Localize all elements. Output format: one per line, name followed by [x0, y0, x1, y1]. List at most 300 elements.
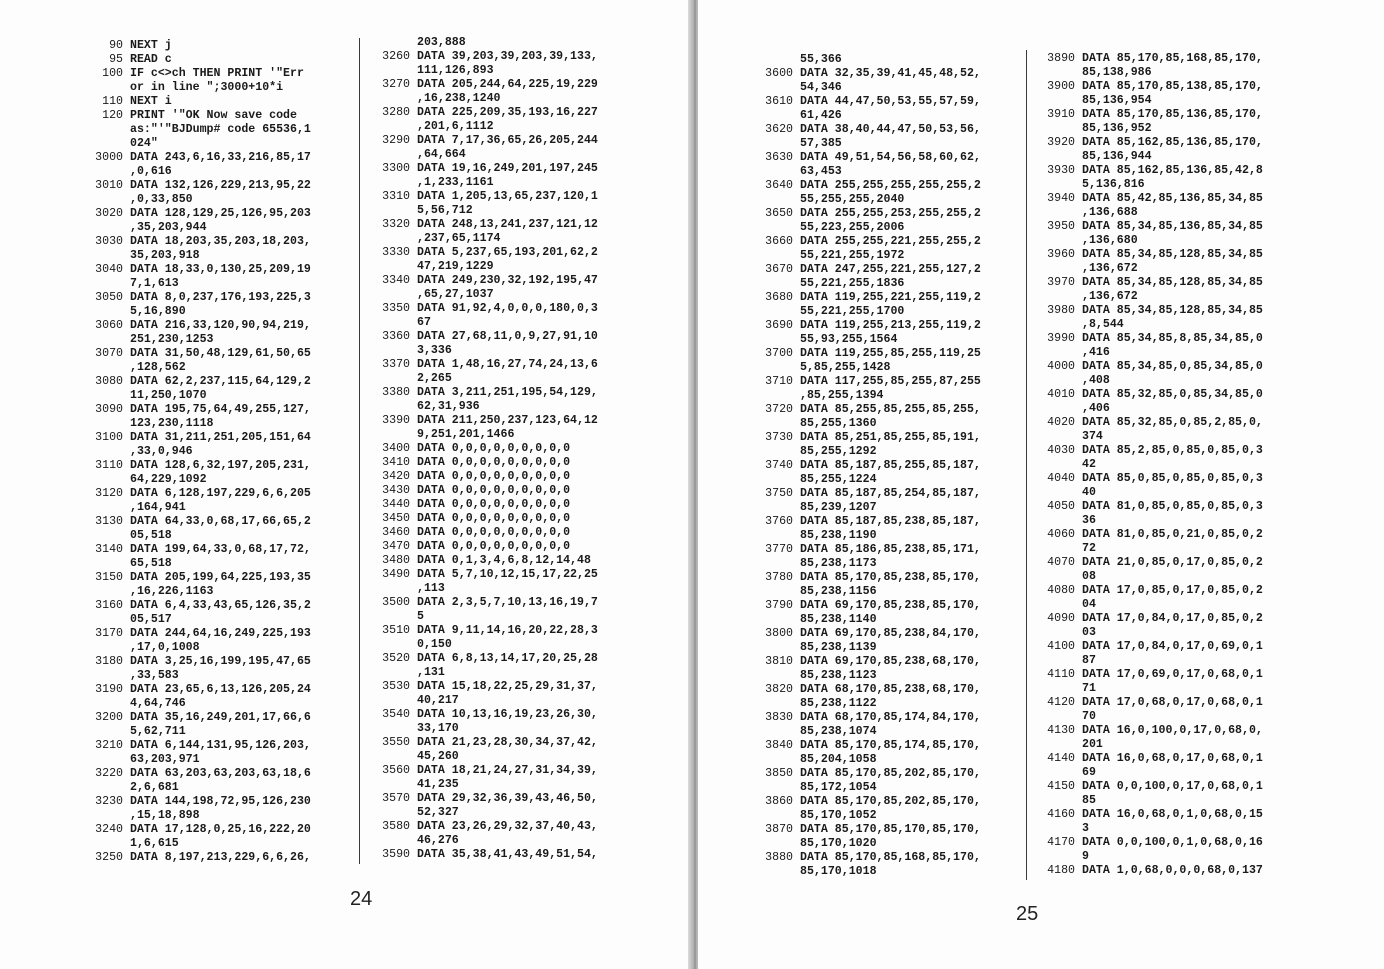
line-code: READ c	[130, 53, 172, 66]
line-number: 3560	[382, 764, 410, 777]
left-page	[0, 0, 690, 969]
line-code: DATA 119,255,221,255,119,2	[800, 291, 981, 304]
listing-line	[372, 638, 598, 652]
listing-line	[1037, 290, 1263, 304]
line-code: 55,221,255,1972	[800, 249, 905, 262]
listing-line	[748, 445, 981, 459]
line-number: 3830	[765, 711, 793, 724]
listing-line	[1037, 626, 1263, 640]
listing-line	[372, 554, 598, 568]
line-code: DATA 1,48,16,27,74,24,13,6	[417, 358, 598, 371]
line-code: 85,136,944	[1082, 150, 1152, 163]
line-number: 3520	[382, 652, 410, 665]
listing-line	[1037, 556, 1263, 570]
listing-line	[372, 218, 598, 232]
line-number: 3020	[95, 207, 123, 220]
line-code: DATA 64,33,0,68,17,66,65,2	[130, 515, 311, 528]
line-number: 4120	[1047, 696, 1075, 709]
listing-line	[1037, 570, 1263, 584]
line-code: 0,150	[417, 638, 452, 651]
line-code: 5	[417, 610, 424, 623]
line-code: DATA 248,13,241,237,121,12	[417, 218, 598, 231]
line-number: 3170	[95, 627, 123, 640]
line-number: 3460	[382, 526, 410, 539]
listing-line	[1037, 850, 1263, 864]
line-number: 4100	[1047, 640, 1075, 653]
listing-line	[748, 417, 981, 431]
listing-line	[80, 431, 311, 445]
listing-line	[1037, 780, 1263, 794]
listing-line	[372, 36, 598, 50]
line-code: 05,517	[130, 613, 172, 626]
listing-line	[372, 792, 598, 806]
listing-line	[372, 92, 598, 106]
listing-line	[372, 414, 598, 428]
line-number: 3690	[765, 319, 793, 332]
line-number: 3230	[95, 795, 123, 808]
line-code: 9	[1082, 850, 1089, 863]
listing-line	[372, 386, 598, 400]
line-code: DATA 0,0,100,0,1,0,68,0,16	[1082, 836, 1263, 849]
listing-line	[80, 781, 311, 795]
listing-line	[1037, 864, 1263, 878]
line-code: DATA 85,170,85,238,85,170,	[800, 571, 981, 584]
listing-line	[372, 344, 598, 358]
line-code: 85,138,986	[1082, 66, 1152, 79]
listing-line	[748, 235, 981, 249]
listing-line	[372, 694, 598, 708]
line-code: 2,265	[417, 372, 452, 385]
line-code: DATA 85,34,85,8,85,34,85,0	[1082, 332, 1263, 345]
listing-line	[1037, 822, 1263, 836]
listing-line	[1037, 206, 1263, 220]
listing-line	[372, 50, 598, 64]
listing-line	[748, 529, 981, 543]
line-code: DATA 85,34,85,136,85,34,85	[1082, 220, 1263, 233]
listing-line	[372, 288, 598, 302]
listing-line	[80, 277, 311, 291]
line-code: 9,251,201,1466	[417, 428, 515, 441]
line-code: DATA 8,0,237,176,193,225,3	[130, 291, 311, 304]
line-code: 47,219,1229	[417, 260, 494, 273]
listing-line	[372, 680, 598, 694]
line-code: DATA 85,162,85,136,85,170,	[1082, 136, 1263, 149]
line-code: 85,238,1190	[800, 529, 877, 542]
line-number: 3280	[382, 106, 410, 119]
line-number: 3140	[95, 543, 123, 556]
listing-line	[80, 361, 311, 375]
listing-line	[748, 837, 981, 851]
listing-line	[1037, 234, 1263, 248]
line-number: 4090	[1047, 612, 1075, 625]
line-number: 3260	[382, 50, 410, 63]
line-code: 251,230,1253	[130, 333, 214, 346]
line-code: 5,56,712	[417, 204, 473, 217]
line-number: 3780	[765, 571, 793, 584]
line-code: 41,235	[417, 778, 459, 791]
line-code: DATA 17,0,84,0,17,0,85,0,2	[1082, 612, 1263, 625]
line-code: DATA 32,35,39,41,45,48,52,	[800, 67, 981, 80]
line-number: 3530	[382, 680, 410, 693]
listing-line	[748, 571, 981, 585]
listing-line	[748, 543, 981, 557]
line-code: DATA 69,170,85,238,85,170,	[800, 599, 981, 612]
line-code: DATA 144,198,72,95,126,230	[130, 795, 311, 808]
listing-line	[1037, 696, 1263, 710]
line-number: 4060	[1047, 528, 1075, 541]
line-number: 3890	[1047, 52, 1075, 65]
line-number: 3630	[765, 151, 793, 164]
line-number: 3580	[382, 820, 410, 833]
listing-line	[80, 109, 311, 123]
line-number: 3180	[95, 655, 123, 668]
listing-line	[748, 361, 981, 375]
column-divider	[359, 38, 360, 864]
listing-line	[80, 725, 311, 739]
listing-line	[1037, 164, 1263, 178]
line-number: 4140	[1047, 752, 1075, 765]
line-number: 100	[102, 67, 123, 80]
listing-line	[80, 53, 311, 67]
line-number: 3670	[765, 263, 793, 276]
line-number: 4160	[1047, 808, 1075, 821]
line-number: 3730	[765, 431, 793, 444]
line-code: 374	[1082, 430, 1103, 443]
line-code: DATA 35,16,249,201,17,66,6	[130, 711, 311, 724]
line-number: 4000	[1047, 360, 1075, 373]
line-number: 3880	[765, 851, 793, 864]
line-number: 4170	[1047, 836, 1075, 849]
listing-line	[1037, 52, 1263, 66]
line-code: 85,255,1224	[800, 473, 877, 486]
listing-line	[748, 865, 981, 879]
listing-line	[748, 473, 981, 487]
line-code: or in line ";3000+10*i	[130, 81, 284, 94]
listing-line	[80, 95, 311, 109]
line-number: 4010	[1047, 388, 1075, 401]
listing-line	[372, 596, 598, 610]
line-code: ,85,255,1394	[800, 389, 884, 402]
line-number: 3720	[765, 403, 793, 416]
line-code: 201	[1082, 738, 1103, 751]
line-code: DATA 119,255,213,255,119,2	[800, 319, 981, 332]
line-number: 3970	[1047, 276, 1075, 289]
line-code: DATA 0,0,0,0,0,0,0,0,0	[417, 442, 571, 455]
line-number: 3270	[382, 78, 410, 91]
line-code: 2,6,681	[130, 781, 179, 794]
listing-line	[748, 585, 981, 599]
listing-line	[748, 95, 981, 109]
listing-line	[372, 610, 598, 624]
listing-line	[80, 179, 311, 193]
line-code: DATA 35,38,41,43,49,51,54,	[417, 848, 598, 861]
line-number: 3710	[765, 375, 793, 388]
line-number: 3650	[765, 207, 793, 220]
line-code: IF c<>ch THEN PRINT '"Err	[130, 67, 304, 80]
listing-line	[372, 456, 598, 470]
listing-line	[1037, 654, 1263, 668]
line-code: DATA 211,250,237,123,64,12	[417, 414, 598, 427]
line-code: DATA 5,237,65,193,201,62,2	[417, 246, 598, 259]
line-number: 4130	[1047, 724, 1075, 737]
listing-line	[748, 683, 981, 697]
listing-line	[80, 515, 311, 529]
line-code: 85,238,1156	[800, 585, 877, 598]
line-number: 3340	[382, 274, 410, 287]
listing-line	[748, 613, 981, 627]
line-code: DATA 68,170,85,174,84,170,	[800, 711, 981, 724]
listing-line	[372, 666, 598, 680]
line-code: 85,238,1122	[800, 697, 877, 710]
listing-line	[80, 81, 311, 95]
line-code: ,406	[1082, 402, 1110, 415]
line-number: 3430	[382, 484, 410, 497]
line-code: DATA 85,162,85,136,85,42,8	[1082, 164, 1263, 177]
listing-line	[372, 274, 598, 288]
listing-line	[372, 134, 598, 148]
line-code: DATA 10,13,16,19,23,26,30,	[417, 708, 598, 721]
line-code: 85	[1082, 794, 1096, 807]
line-code: 024"	[130, 137, 158, 150]
line-code: 45,260	[417, 750, 459, 763]
line-number: 3870	[765, 823, 793, 836]
line-code: ,237,65,1174	[417, 232, 501, 245]
line-code: DATA 1,0,68,0,0,0,68,0,137	[1082, 864, 1263, 877]
listing-line	[1037, 66, 1263, 80]
listing-line	[1037, 150, 1263, 164]
line-code: DATA 19,16,249,201,197,245	[417, 162, 598, 175]
listing-line	[80, 669, 311, 683]
listing-line	[80, 613, 311, 627]
line-number: 3040	[95, 263, 123, 276]
listing-line	[80, 711, 311, 725]
line-code: 4,64,746	[130, 697, 186, 710]
line-code: 04	[1082, 598, 1096, 611]
line-code: 64,229,1092	[130, 473, 207, 486]
line-number: 3620	[765, 123, 793, 136]
line-code: 63,203,971	[130, 753, 200, 766]
listing-line	[1037, 836, 1263, 850]
listing-line	[748, 263, 981, 277]
listing-column	[372, 36, 598, 862]
line-code: DATA 85,170,85,168,85,170,	[800, 851, 981, 864]
line-code: DATA 21,23,28,30,34,37,42,	[417, 736, 598, 749]
line-code: DATA 3,211,251,195,54,129,	[417, 386, 598, 399]
line-code: 70	[1082, 710, 1096, 723]
listing-line	[80, 207, 311, 221]
line-code: DATA 2,3,5,7,10,13,16,19,7	[417, 596, 598, 609]
listing-line	[372, 330, 598, 344]
line-code: DATA 85,170,85,138,85,170,	[1082, 80, 1263, 93]
line-code: ,64,664	[417, 148, 466, 161]
listing-line	[372, 848, 598, 862]
line-code: 08	[1082, 570, 1096, 583]
line-code: 5,85,255,1428	[800, 361, 891, 374]
listing-line	[80, 375, 311, 389]
line-code: DATA 85,2,85,0,85,0,85,0,3	[1082, 444, 1263, 457]
line-number: 3360	[382, 330, 410, 343]
line-code: DATA 85,170,85,170,85,170,	[800, 823, 981, 836]
line-number: 3960	[1047, 248, 1075, 261]
line-code: DATA 85,34,85,0,85,34,85,0	[1082, 360, 1263, 373]
listing-line	[1037, 752, 1263, 766]
listing-line	[80, 151, 311, 165]
line-number: 3410	[382, 456, 410, 469]
line-code: ,164,941	[130, 501, 186, 514]
listing-line	[748, 207, 981, 221]
listing-line	[372, 428, 598, 442]
line-code: DATA 81,0,85,0,85,0,85,0,3	[1082, 500, 1263, 513]
listing-line	[80, 137, 311, 151]
line-number: 90	[109, 39, 123, 52]
line-number: 3370	[382, 358, 410, 371]
listing-line	[748, 823, 981, 837]
listing-line	[748, 487, 981, 501]
line-code: 55,221,255,1700	[800, 305, 905, 318]
line-number: 3740	[765, 459, 793, 472]
line-code: 42	[1082, 458, 1096, 471]
line-code: 85,238,1173	[800, 557, 877, 570]
line-code: DATA 17,0,84,0,17,0,69,0,1	[1082, 640, 1263, 653]
listing-line	[80, 445, 311, 459]
listing-line	[372, 78, 598, 92]
line-code: DATA 205,199,64,225,193,35	[130, 571, 311, 584]
listing-line	[372, 316, 598, 330]
line-number: 3750	[765, 487, 793, 500]
listing-line	[372, 568, 598, 582]
line-code: DATA 0,0,100,0,17,0,68,0,1	[1082, 780, 1263, 793]
listing-line	[80, 39, 311, 53]
listing-line	[80, 291, 311, 305]
listing-line	[1037, 416, 1263, 430]
line-code: DATA 244,64,16,249,225,193	[130, 627, 311, 640]
line-number: 3060	[95, 319, 123, 332]
line-number: 3810	[765, 655, 793, 668]
line-code: DATA 81,0,85,0,21,0,85,0,2	[1082, 528, 1263, 541]
listing-line	[1037, 682, 1263, 696]
line-number: 4030	[1047, 444, 1075, 457]
listing-line	[1037, 122, 1263, 136]
line-code: 63,453	[800, 165, 842, 178]
listing-line	[80, 585, 311, 599]
line-code: DATA 8,197,213,229,6,6,26,	[130, 851, 311, 864]
line-number: 3480	[382, 554, 410, 567]
line-code: DATA 6,144,131,95,126,203,	[130, 739, 311, 752]
line-code: DATA 49,51,54,56,58,60,62,	[800, 151, 981, 164]
line-code: NEXT i	[130, 95, 172, 108]
line-code: DATA 16,0,68,0,17,0,68,0,1	[1082, 752, 1263, 765]
line-code: 85,136,952	[1082, 122, 1152, 135]
line-code: 52,327	[417, 806, 459, 819]
line-code: DATA 85,42,85,136,85,34,85	[1082, 192, 1263, 205]
listing-line	[372, 162, 598, 176]
line-number: 3050	[95, 291, 123, 304]
listing-line	[80, 697, 311, 711]
listing-line	[1037, 304, 1263, 318]
listing-line	[80, 319, 311, 333]
line-number: 3660	[765, 235, 793, 248]
listing-line	[1037, 724, 1263, 738]
listing-line	[1037, 472, 1263, 486]
listing-line	[1037, 668, 1263, 682]
line-code: ,35,203,944	[130, 221, 207, 234]
line-code: ,16,238,1240	[417, 92, 501, 105]
line-number: 3290	[382, 134, 410, 147]
line-number: 3640	[765, 179, 793, 192]
listing-line	[1037, 402, 1263, 416]
listing-line	[372, 806, 598, 820]
listing-line	[748, 165, 981, 179]
line-code: DATA 85,187,85,254,85,187,	[800, 487, 981, 500]
line-code: DATA 5,7,10,12,15,17,22,25	[417, 568, 598, 581]
line-code: ,128,562	[130, 361, 186, 374]
line-number: 3940	[1047, 192, 1075, 205]
line-code: DATA 85,34,85,128,85,34,85	[1082, 304, 1263, 317]
listing-line	[748, 781, 981, 795]
line-number: 3700	[765, 347, 793, 360]
listing-line	[80, 417, 311, 431]
line-code: DATA 15,18,22,25,29,31,37,	[417, 680, 598, 693]
listing-line	[372, 470, 598, 484]
line-number: 3590	[382, 848, 410, 861]
line-code: ,136,680	[1082, 234, 1138, 247]
line-code: 1,6,615	[130, 837, 179, 850]
listing-line	[748, 697, 981, 711]
listing-line	[372, 736, 598, 750]
line-code: DATA 85,251,85,255,85,191,	[800, 431, 981, 444]
line-number: 3440	[382, 498, 410, 511]
line-code: 62,31,936	[417, 400, 480, 413]
listing-line	[748, 809, 981, 823]
line-code: DATA 1,205,13,65,237,120,1	[417, 190, 598, 203]
line-code: 5,136,816	[1082, 178, 1145, 191]
line-number: 3310	[382, 190, 410, 203]
line-code: 85,239,1207	[800, 501, 877, 514]
line-code: 71	[1082, 682, 1096, 695]
line-code: DATA 31,211,251,205,151,64	[130, 431, 311, 444]
line-number: 3820	[765, 683, 793, 696]
listing-line	[748, 179, 981, 193]
line-number: 3950	[1047, 220, 1075, 233]
listing-line	[748, 333, 981, 347]
line-code: 55,366	[800, 53, 842, 66]
listing-line	[372, 176, 598, 190]
listing-line	[80, 599, 311, 613]
listing-line	[748, 193, 981, 207]
line-code: 85,238,1140	[800, 613, 877, 626]
listing-line	[1037, 178, 1263, 192]
line-number: 3120	[95, 487, 123, 500]
line-number: 3990	[1047, 332, 1075, 345]
listing-line	[748, 795, 981, 809]
line-code: 54,346	[800, 81, 842, 94]
line-code: DATA 0,0,0,0,0,0,0,0,0	[417, 456, 571, 469]
line-code: DATA 128,129,25,126,95,203	[130, 207, 311, 220]
line-number: 3100	[95, 431, 123, 444]
listing-line	[1037, 136, 1263, 150]
line-code: DATA 255,255,253,255,255,2	[800, 207, 981, 220]
line-number: 3930	[1047, 164, 1075, 177]
line-code: ,33,0,946	[130, 445, 193, 458]
listing-line	[372, 442, 598, 456]
line-code: DATA 85,170,85,202,85,170,	[800, 767, 981, 780]
line-code: 85,172,1054	[800, 781, 877, 794]
line-number: 3380	[382, 386, 410, 399]
line-code: NEXT j	[130, 39, 172, 52]
listing-line	[748, 627, 981, 641]
line-code: 3,336	[417, 344, 452, 357]
line-number: 3450	[382, 512, 410, 525]
